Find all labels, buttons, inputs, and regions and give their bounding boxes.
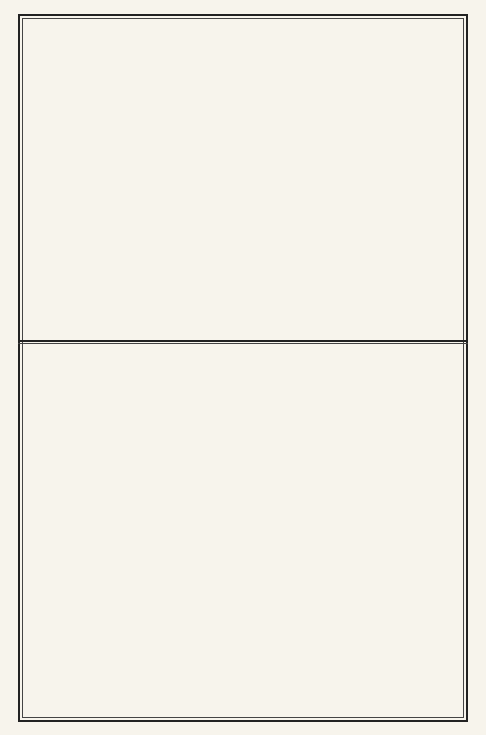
upper-text-block: [24, 22, 462, 334]
lower-text-block: [24, 350, 462, 712]
section-divider-inner: [18, 343, 468, 344]
section-divider: [18, 340, 468, 342]
